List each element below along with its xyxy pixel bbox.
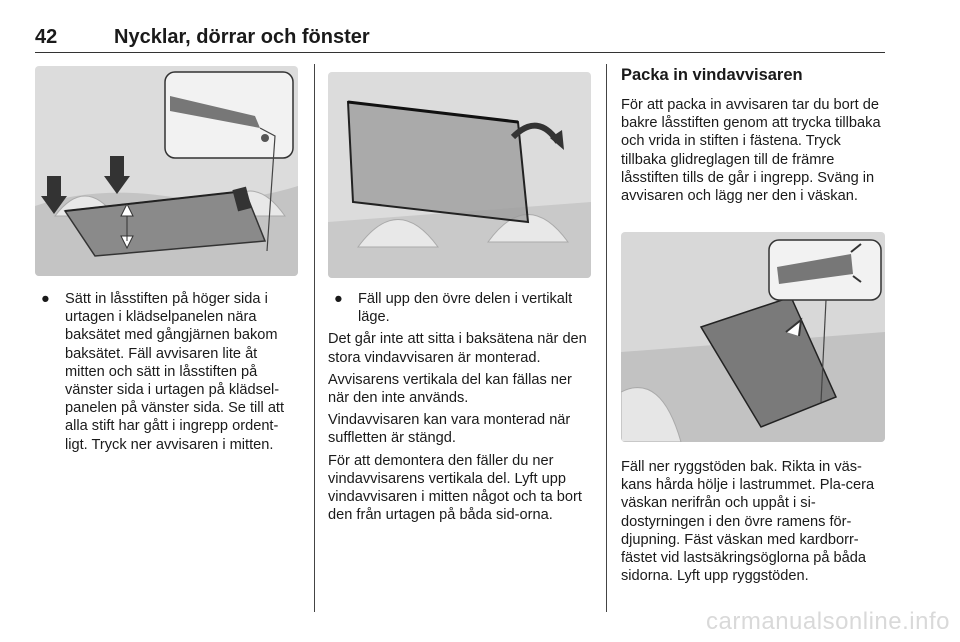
col2-bullet-text: Fäll upp den övre delen i vertikalt läge. xyxy=(358,291,573,326)
col2-paragraph: För att demontera den fäller du ner vindavvisarens vertikala del. Lyft upp vindavvisaren i mitten något och ta bort den från urtagen på båda sid-orna. xyxy=(328,452,582,524)
section-heading: Packa in vindavvisaren xyxy=(621,66,803,84)
col2-text xyxy=(328,290,594,528)
col3-paragraph-1: För att packa in avvisaren tar du bort de bakre låsstiften genom att trycka tillbaka och vrida in stiften i fästena. Tryck tillbaka glidreglagen till de främre låsstiften tills de går i ingrepp. Sväng in avvisaren och lägg ner den i väskan. xyxy=(621,97,881,205)
column-divider-2 xyxy=(606,64,607,612)
illustration-deflector-fold-up xyxy=(328,72,591,278)
column-divider-1 xyxy=(314,64,315,612)
col2-paragraph: Avvisarens vertikala del kan fällas ner när den inte används. xyxy=(328,371,572,407)
col2-paragraph: Vindavvisaren kan vara monterad när suffletten är stängd. xyxy=(328,412,571,447)
col2-paragraph: Det går inte att sitta i baksätena när den stora vindavvisaren är monterad. xyxy=(328,331,587,366)
bullet-icon: ● xyxy=(334,291,343,307)
col3-paragraph-2: Fäll ner ryggstöden bak. Rikta in väs-kans hårda hölje i lastrummet. Pla-cera väskan nerifrån och uppåt i si-dostyrningen i den övre ramens för-djupning. Fäst väskan med kardborr-fästet vid lastsäkringsöglorna på båda sidorna. Lyft upp ryggstöden. xyxy=(621,459,875,585)
col1-text xyxy=(35,290,300,454)
illustration-deflector-install xyxy=(35,66,298,276)
bullet-icon: ● xyxy=(41,291,50,307)
col1-bullet-text: Sätt in låsstiften på höger sida i urtagen i klädselpanelen nära baksätet med gångjärnen bakom baksätet. Fäll avvisaren lite åt mitten och sätt in låsstiften på vänster sida i urtagen på klädsel-panelen på vänster sida. Se till att alla stift har gått i ingrepp ordent-ligt. Tryck ner avvisaren i mitten. xyxy=(65,291,285,453)
header-rule xyxy=(35,52,885,53)
page-title: Nycklar, dörrar och fönster xyxy=(114,26,370,48)
col1-bullet-item xyxy=(35,290,300,454)
col2-bullet-item xyxy=(328,290,594,326)
illustration-deflector-bag xyxy=(621,232,885,442)
page-number: 42 xyxy=(35,26,58,48)
watermark: carmanualsonline.info xyxy=(706,608,950,635)
